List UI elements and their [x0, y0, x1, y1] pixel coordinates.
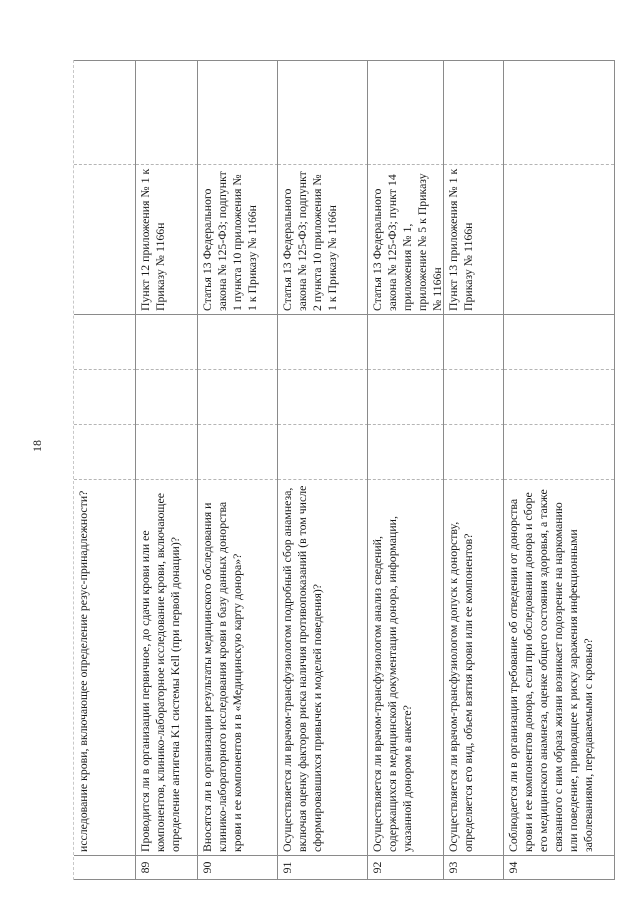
table-row	[277, 60, 368, 880]
table-row	[135, 60, 198, 880]
row-number: 90	[198, 856, 278, 880]
legal-reference	[504, 165, 614, 315]
question-text: Осуществляется ли врачом-трансфузиологом подробный сбор анамнеза, включая оценку факторов риска наличия противопоказаний (в том числе сформировавшихся привычек и моделей поведения)?	[278, 480, 368, 856]
answer-na-cell	[444, 315, 504, 370]
answer-na-cell	[368, 315, 444, 370]
table-row	[197, 60, 278, 880]
answer-na-cell	[198, 315, 278, 370]
legal-reference: Статья 13 Федерального закона № 125-ФЗ; подпункт 1 пункта 10 приложения № 1 к Приказу № 1166н	[198, 165, 278, 315]
answer-no-cell	[368, 370, 444, 425]
question-text: Соблюдается ли в организации требование об отведении от донорства крови и ее компонентов донора, если при обследовании донора и сборе его медицинского анамнеза, оценке общего состояния здоровья, а также связанного с ним образа жизни возникает подозрение на наркоманию или поведение, приводящее к риску заражения инфекционными заболеваниями, передаваемыми с кровью?	[504, 480, 614, 856]
legal-reference: Пункт 13 приложения № 1 к Приказу № 1166н	[444, 165, 504, 315]
row-number	[74, 856, 136, 880]
table-row	[367, 60, 444, 880]
checklist-table	[73, 60, 613, 880]
legal-reference: Пункт 12 приложения № 1 к Приказу № 1166н	[136, 165, 198, 315]
note-cell	[198, 60, 278, 165]
answer-yes-cell	[198, 425, 278, 480]
answer-no-cell	[198, 370, 278, 425]
question-text: Вносятся ли в организации результаты медицинского обследования и клинико-лабораторного исследования крови в базу данных донорства крови и ее компонентов и в «Медицинскую карту донора»?	[198, 480, 278, 856]
page-number: 18	[30, 440, 44, 452]
question-text: исследование крови, включающее определение резус-принадлежности?	[74, 480, 136, 856]
answer-na-cell	[74, 315, 136, 370]
answer-yes-cell	[136, 425, 198, 480]
row-number: 92	[368, 856, 444, 880]
note-cell	[368, 60, 444, 165]
legal-reference: Статья 13 Федерального закона № 125-ФЗ; подпункт 2 пункта 10 приложения № 1 к Приказу № 1166н	[278, 165, 368, 315]
note-cell	[504, 60, 614, 165]
legal-reference: Статья 13 Федерального закона № 125-ФЗ; пункт 14 приложения № 1, приложение № 5 к Приказу № 1166н	[368, 165, 444, 315]
row-number: 91	[278, 856, 368, 880]
question-text: Осуществляется ли врачом-трансфузиологом анализ сведений, содержащихся в медицинской документации донора, информации, указанной донором в анкете?	[368, 480, 444, 856]
legal-reference	[74, 165, 136, 315]
answer-no-cell	[74, 370, 136, 425]
answer-no-cell	[136, 370, 198, 425]
question-text: Осуществляется ли врачом-трансфузиологом допуск к донорству, определяется его вид, объем взятия крови или ее компонентов?	[444, 480, 504, 856]
row-number: 93	[444, 856, 504, 880]
answer-no-cell	[444, 370, 504, 425]
note-cell	[74, 60, 136, 165]
answer-no-cell	[278, 370, 368, 425]
answer-na-cell	[278, 315, 368, 370]
note-cell	[278, 60, 368, 165]
table-row	[443, 60, 504, 880]
table-row	[503, 60, 615, 880]
answer-yes-cell	[74, 425, 136, 480]
answer-yes-cell	[444, 425, 504, 480]
question-text: Проводится ли в организации первичное, до сдачи крови или ее компонентов, клинико-лабораторное исследование крови, включающее определение антигена K1 системы Kell (при первой донации)?	[136, 480, 198, 856]
answer-yes-cell	[504, 425, 614, 480]
row-number: 89	[136, 856, 198, 880]
answer-no-cell	[504, 370, 614, 425]
answer-na-cell	[504, 315, 614, 370]
row-number: 94	[504, 856, 614, 880]
note-cell	[444, 60, 504, 165]
table-row	[73, 60, 136, 880]
answer-yes-cell	[278, 425, 368, 480]
answer-na-cell	[136, 315, 198, 370]
answer-yes-cell	[368, 425, 444, 480]
note-cell	[136, 60, 198, 165]
